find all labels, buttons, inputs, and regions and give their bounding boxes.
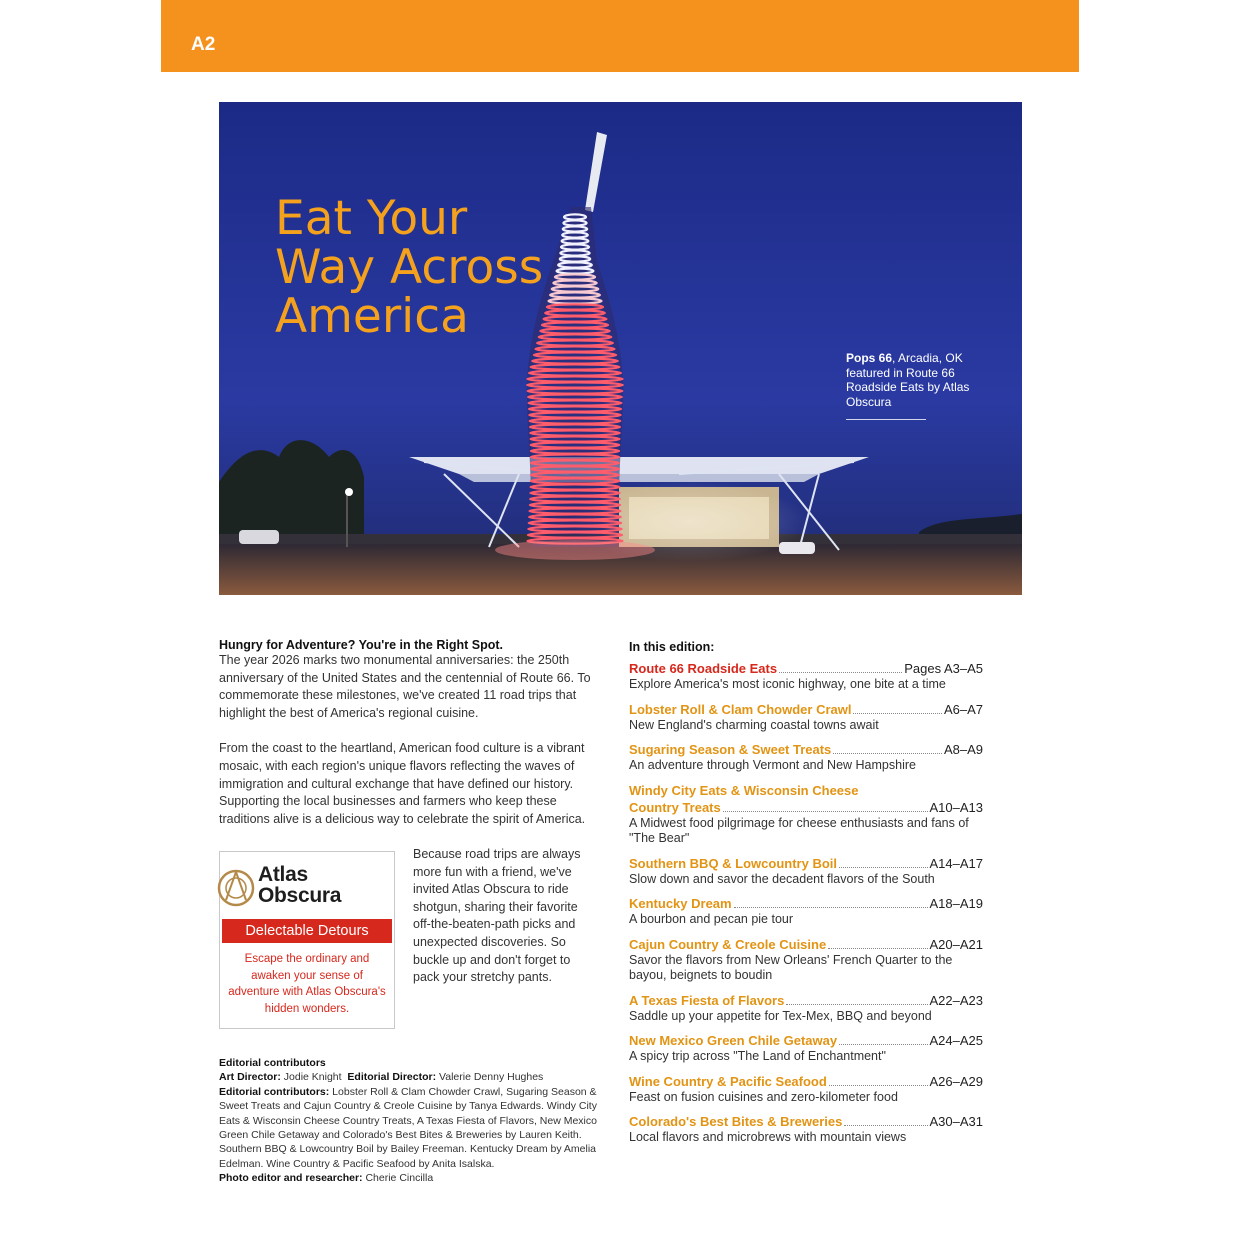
atlas-obscura-logo-icon bbox=[214, 866, 258, 910]
credit-label: Editorial contributors: bbox=[219, 1085, 330, 1098]
intro-paragraph: Because road trips are always more fun with a friend, we've invited Atlas Obscura to ride shotgun, sharing their favorite off-the-beaten-path picks and unexpected discoveries. So buckle up and don't forget to pack your stretchy pants. bbox=[413, 847, 581, 985]
toc-entry-pages: A10–A13 bbox=[929, 799, 983, 815]
toc-leader-dots bbox=[833, 753, 942, 754]
toc-entry-pages: A26–A29 bbox=[929, 1073, 983, 1089]
toc-leader-dots bbox=[723, 811, 928, 812]
toc-entry-description: A spicy trip across "The Land of Enchantment" bbox=[629, 1049, 886, 1063]
toc-leader-dots bbox=[786, 1004, 927, 1005]
toc-entry-title[interactable]: Windy City Eats & Wisconsin Cheese bbox=[629, 782, 859, 798]
credit-label: Art Director: bbox=[219, 1071, 281, 1084]
credit-label: Editorial Director: bbox=[347, 1071, 437, 1084]
toc-entry[interactable] bbox=[629, 992, 983, 1025]
credit-value: Valerie Denny Hughes bbox=[439, 1071, 544, 1084]
page-header-bar bbox=[161, 0, 1079, 72]
toc-entry-description: An adventure through Vermont and New Hampshire bbox=[629, 758, 916, 772]
credits-body bbox=[219, 1070, 609, 1185]
toc-leader-dots bbox=[853, 713, 941, 714]
hero-illustration bbox=[219, 102, 1022, 595]
toc-entry[interactable] bbox=[629, 1073, 983, 1106]
toc-entry-description: New England's charming coastal towns await bbox=[629, 717, 879, 732]
toc-entry-line bbox=[629, 936, 983, 953]
toc-leader-dots bbox=[839, 867, 928, 868]
toc-leader-dots bbox=[828, 948, 927, 949]
intro-section bbox=[219, 638, 604, 828]
toc-entry[interactable] bbox=[629, 855, 983, 888]
caption-place-name: Pops 66 bbox=[846, 351, 893, 365]
toc-entry-pages: A24–A25 bbox=[929, 1033, 983, 1048]
toc-entry-line bbox=[629, 701, 983, 718]
toc-entry-pages: A30–A31 bbox=[929, 1114, 983, 1129]
promo-banner: Delectable Detours bbox=[222, 919, 392, 943]
toc-entry-description: Explore America's most iconic highway, one bite at a time bbox=[629, 677, 946, 691]
toc-entry-title[interactable]: Southern BBQ & Lowcountry Boil bbox=[629, 855, 837, 871]
toc-entry[interactable] bbox=[629, 936, 983, 984]
toc-entry-description: Saddle up your appetite for Tex-Mex, BBQ and beyond bbox=[629, 1008, 932, 1023]
toc-entry[interactable] bbox=[629, 701, 983, 734]
toc-leader-dots bbox=[734, 907, 928, 908]
intro-paragraph: From the coast to the heartland, American food culture is a vibrant mosaic, with each region's unique flavors reflecting the waves of immigration and cultural exchange that have defined our history. Supporting the local businesses and farmers who keep these traditions alive is a delicious way to celebrate the spirit of America. bbox=[219, 741, 586, 826]
toc-entry-pages: Pages A3–A5 bbox=[904, 661, 983, 676]
hero-image bbox=[219, 102, 1022, 595]
toc-entry-line bbox=[629, 855, 983, 872]
intro-heading: Hungry for Adventure? You're in the Right Spot. bbox=[219, 638, 503, 652]
toc-entry-title[interactable]: Cajun Country & Creole Cuisine bbox=[629, 936, 827, 952]
toc-entry-description: Slow down and savor the decadent flavors of the South bbox=[629, 871, 935, 886]
toc-entry-line bbox=[629, 992, 983, 1009]
wordmark-line: Obscura bbox=[258, 884, 342, 907]
toc-leader-dots bbox=[779, 672, 902, 673]
hero-title-line: America bbox=[275, 289, 469, 344]
toc-entry-description: A bourbon and pecan pie tour bbox=[629, 912, 794, 926]
toc-entry-pages: A18–A19 bbox=[929, 896, 983, 911]
toc-entry-title[interactable]: Kentucky Dream bbox=[629, 896, 732, 911]
toc-entry-description: Local flavors and microbrews with mountain views bbox=[629, 1130, 907, 1144]
toc-entry-pages: A22–A23 bbox=[929, 992, 983, 1008]
toc-entry-line bbox=[629, 1113, 983, 1130]
toc-entry[interactable] bbox=[629, 1113, 983, 1146]
toc-heading: In this edition: bbox=[629, 640, 715, 654]
toc-entry-title[interactable]: Route 66 Roadside Eats bbox=[629, 661, 778, 676]
credit-value: Lobster Roll & Clam Chowder Crawl, Sugaring Season & Sweet Treats and Cajun Country & Creole Cuisine by Tanya Edwards. Windy City Eats & Wisconsin Cheese Country Treats, A Texas Fiesta of Flavors, New Mexico Green Chile Getaway and Colorado's Best Bites & Breweries by Lauren Keith. Southern BBQ & Lowcountry Boil by Bailey Freeman. Kentucky Dream by Amelia Edelman. Wine Country & Pacific Seafood by Anita Isalska. bbox=[219, 1085, 597, 1170]
credit-value: Cherie Cincilla bbox=[365, 1172, 434, 1185]
table-of-contents bbox=[629, 640, 983, 1154]
toc-entry-description: Feast on fusion cuisines and zero-kilometer food bbox=[629, 1089, 898, 1104]
toc-entry-title[interactable]: New Mexico Green Chile Getaway bbox=[629, 1033, 838, 1048]
credits-heading: Editorial contributors bbox=[219, 1057, 326, 1069]
toc-entry-description: A Midwest food pilgrimage for cheese enthusiasts and fans of "The Bear" bbox=[629, 815, 969, 845]
toc-entry-title[interactable]: Sugaring Season & Sweet Treats bbox=[629, 742, 832, 757]
toc-entry-line bbox=[629, 1032, 983, 1049]
toc-entry[interactable] bbox=[629, 660, 983, 693]
toc-entry-pages: A20–A21 bbox=[929, 936, 983, 952]
toc-entry-pages: A8–A9 bbox=[943, 742, 983, 757]
toc-entry-title[interactable]: Lobster Roll & Clam Chowder Crawl bbox=[629, 701, 852, 717]
caption-text: , Arcadia, OK featured in Route 66 Roadside Eats by Atlas Obscura bbox=[846, 351, 970, 409]
wordmark-line: Atlas bbox=[258, 863, 308, 886]
toc-leader-dots bbox=[839, 1044, 927, 1045]
hero-title-line: Eat Your bbox=[275, 191, 468, 246]
toc-entry[interactable] bbox=[629, 1032, 983, 1065]
toc-entry-title[interactable]: Wine Country & Pacific Seafood bbox=[629, 1073, 827, 1089]
hero-title bbox=[275, 191, 544, 344]
atlas-obscura-wordmark bbox=[258, 864, 341, 906]
editorial-credits bbox=[219, 1056, 609, 1186]
photo-caption bbox=[846, 351, 1006, 409]
toc-entry-pages: A6–A7 bbox=[943, 701, 983, 717]
toc-entry-line bbox=[629, 799, 983, 816]
caption-divider bbox=[846, 419, 926, 420]
toc-entry-pages: A14–A17 bbox=[929, 855, 983, 871]
promo-tagline: Escape the ordinary and awaken your sense of adventure with Atlas Obscura's hidden wonders. bbox=[228, 953, 386, 1015]
toc-entry[interactable] bbox=[629, 895, 983, 928]
toc-leader-dots bbox=[844, 1125, 927, 1126]
toc-entry-line bbox=[629, 660, 983, 677]
atlas-obscura-promo bbox=[219, 851, 395, 1029]
toc-entry-line bbox=[629, 1073, 983, 1090]
toc-entry-title[interactable]: Country Treats bbox=[629, 799, 721, 815]
toc-entry[interactable] bbox=[629, 741, 983, 774]
page-number: A2 bbox=[191, 34, 216, 55]
toc-entry-description: Savor the flavors from New Orleans' French Quarter to the bayou, beignets to boudin bbox=[629, 952, 953, 982]
intro-paragraph: The year 2026 marks two monumental anniversaries: the 250th anniversary of the United States and the centennial of Route 66. To commemorate these milestones, we've created 11 road trips that highlight the best of America's regional cuisine. bbox=[219, 653, 591, 720]
toc-entry-line bbox=[629, 741, 983, 758]
toc-entry-title[interactable]: A Texas Fiesta of Flavors bbox=[629, 992, 785, 1008]
credit-label: Photo editor and researcher: bbox=[219, 1172, 363, 1185]
credit-value: Jodie Knight bbox=[283, 1071, 342, 1084]
toc-leader-dots bbox=[829, 1085, 928, 1086]
hero-title-line: Way Across bbox=[275, 240, 544, 295]
toc-entry[interactable] bbox=[629, 782, 983, 847]
toc-entry-title[interactable]: Colorado's Best Bites & Breweries bbox=[629, 1114, 843, 1129]
toc-entry-line bbox=[629, 895, 983, 912]
